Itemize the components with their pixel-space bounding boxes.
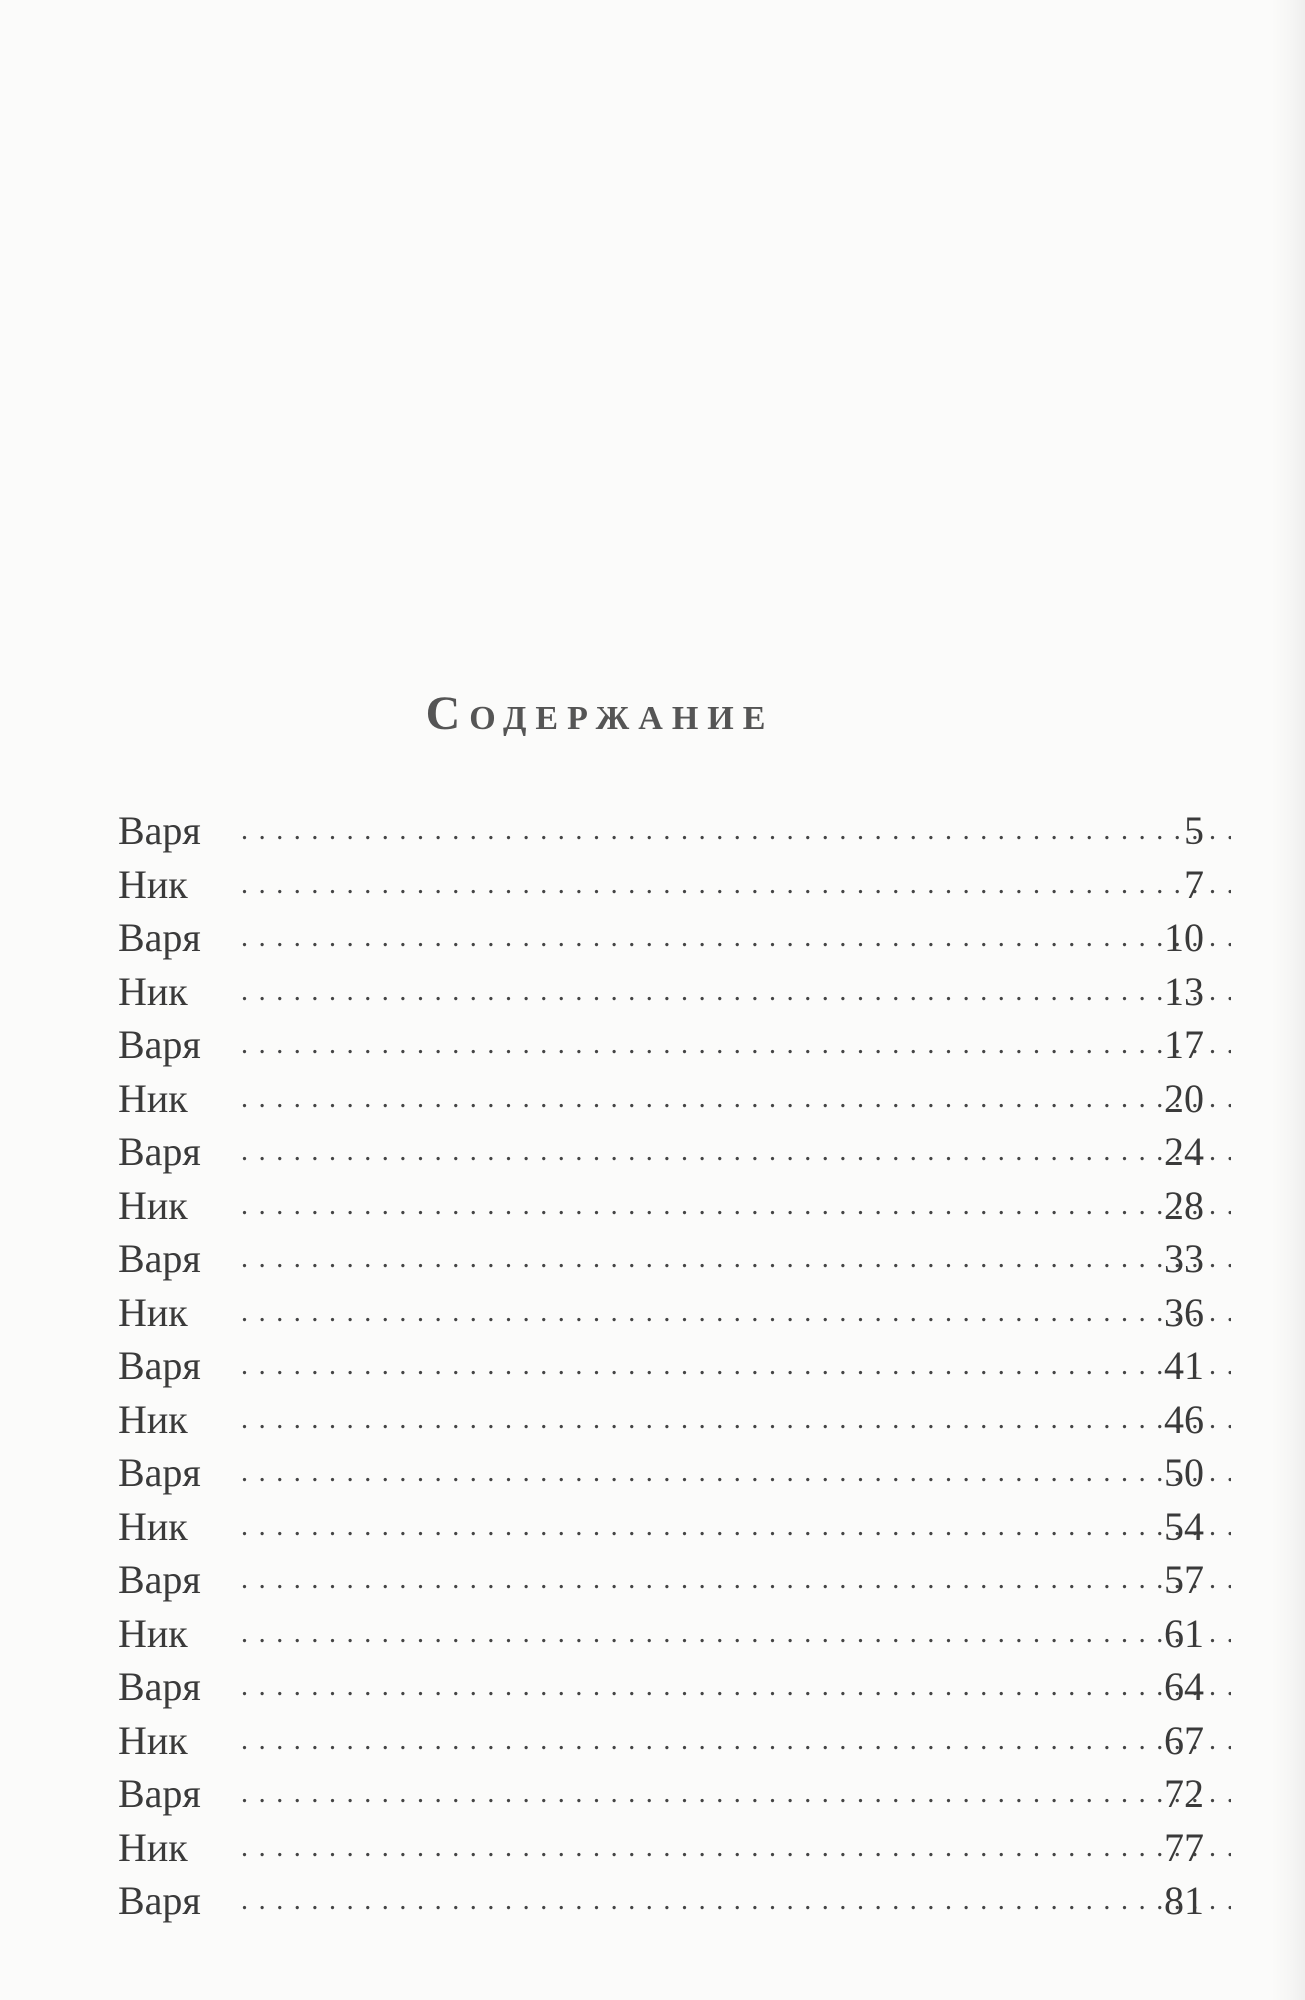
table-of-contents [118,804,1204,1928]
toc-leader-dots [241,1125,1231,1179]
toc-entry-page: 54 [1164,1503,1204,1549]
toc-entry-label: Варя [118,1450,201,1495]
toc-entry[interactable] [118,1767,1204,1821]
toc-entry-page: 77 [1164,1824,1204,1870]
toc-entry[interactable] [118,1232,1204,1286]
toc-entry[interactable] [118,1714,1204,1768]
toc-entry-page: 57 [1164,1557,1204,1602]
toc-entry-page: 72 [1164,1771,1204,1816]
toc-entry[interactable] [118,1393,1204,1447]
toc-entry-label: Варя [118,1343,201,1388]
toc-leader-dots [241,1232,1231,1286]
toc-entry[interactable] [118,1660,1204,1714]
toc-entry-label: Ник [118,1289,188,1335]
toc-entry-page: 67 [1164,1717,1204,1763]
toc-entry-label: Варя [118,1022,201,1067]
toc-entry[interactable] [118,1553,1204,1607]
toc-leader-dots [241,1767,1231,1821]
toc-leader-dots [241,1607,1231,1661]
toc-entry-page: 7 [1184,861,1204,907]
toc-leader-dots [241,1446,1231,1500]
toc-entry-page: 50 [1164,1450,1204,1495]
toc-leader-dots [241,858,1231,912]
toc-entry-label: Варя [118,1236,201,1281]
toc-entry[interactable] [118,1874,1204,1928]
toc-entry-label: Ник [118,1503,188,1549]
toc-leader-dots [241,1286,1231,1340]
toc-entry-page: 13 [1164,968,1204,1014]
toc-entry[interactable] [118,1607,1204,1661]
toc-entry[interactable] [118,1286,1204,1340]
toc-entry[interactable] [118,858,1204,912]
page-title: Содержание [425,687,775,740]
toc-entry-page: 64 [1164,1664,1204,1709]
toc-entry-page: 36 [1164,1289,1204,1335]
toc-leader-dots [241,965,1231,1019]
toc-leader-dots [241,804,1231,858]
toc-entry-label: Варя [118,1771,201,1816]
toc-leader-dots [241,1179,1231,1233]
toc-entry-label: Варя [118,1878,201,1923]
toc-leader-dots [241,1339,1231,1393]
page-edge-shadow [1271,0,1305,2000]
toc-entry-page: 10 [1164,915,1204,960]
toc-entry-label: Варя [118,1664,201,1709]
toc-entry[interactable] [118,804,1204,858]
toc-entry[interactable] [118,1339,1204,1393]
toc-entry[interactable] [118,1821,1204,1875]
toc-entry-label: Варя [118,1129,201,1174]
toc-entry[interactable] [118,1446,1204,1500]
toc-entry-label: Ник [118,861,188,907]
toc-entry[interactable] [118,1500,1204,1554]
toc-entry-label: Варя [118,915,201,960]
toc-entry-page: 33 [1164,1236,1204,1281]
toc-entry-page: 41 [1164,1343,1204,1388]
toc-entry[interactable] [118,1072,1204,1126]
toc-entry-page: 46 [1164,1396,1204,1442]
toc-entry[interactable] [118,911,1204,965]
toc-entry-label: Ник [118,1075,188,1121]
toc-entry-label: Ник [118,1396,188,1442]
toc-entry-page: 20 [1164,1075,1204,1121]
toc-leader-dots [241,1072,1231,1126]
toc-entry-page: 17 [1164,1022,1204,1067]
toc-entry[interactable] [118,965,1204,1019]
toc-entry-label: Ник [118,1717,188,1763]
toc-entry[interactable] [118,1018,1204,1072]
toc-leader-dots [241,1874,1231,1928]
toc-entry-label: Ник [118,1824,188,1870]
toc-entry-page: 28 [1164,1182,1204,1228]
toc-entry[interactable] [118,1125,1204,1179]
toc-leader-dots [241,1018,1231,1072]
toc-entry-label: Варя [118,808,201,853]
toc-leader-dots [241,1393,1231,1447]
toc-leader-dots [241,1553,1231,1607]
toc-entry-page: 24 [1164,1129,1204,1174]
toc-leader-dots [241,1821,1231,1875]
toc-entry[interactable] [118,1179,1204,1233]
toc-leader-dots [241,1714,1231,1768]
toc-entry-label: Ник [118,1610,188,1656]
toc-entry-label: Ник [118,968,188,1014]
toc-entry-label: Варя [118,1557,201,1602]
toc-entry-label: Ник [118,1182,188,1228]
toc-entry-page: 5 [1184,808,1204,853]
toc-leader-dots [241,1660,1231,1714]
toc-leader-dots [241,1500,1231,1554]
toc-entry-page: 61 [1164,1610,1204,1656]
toc-leader-dots [241,911,1231,965]
toc-entry-page: 81 [1164,1878,1204,1923]
